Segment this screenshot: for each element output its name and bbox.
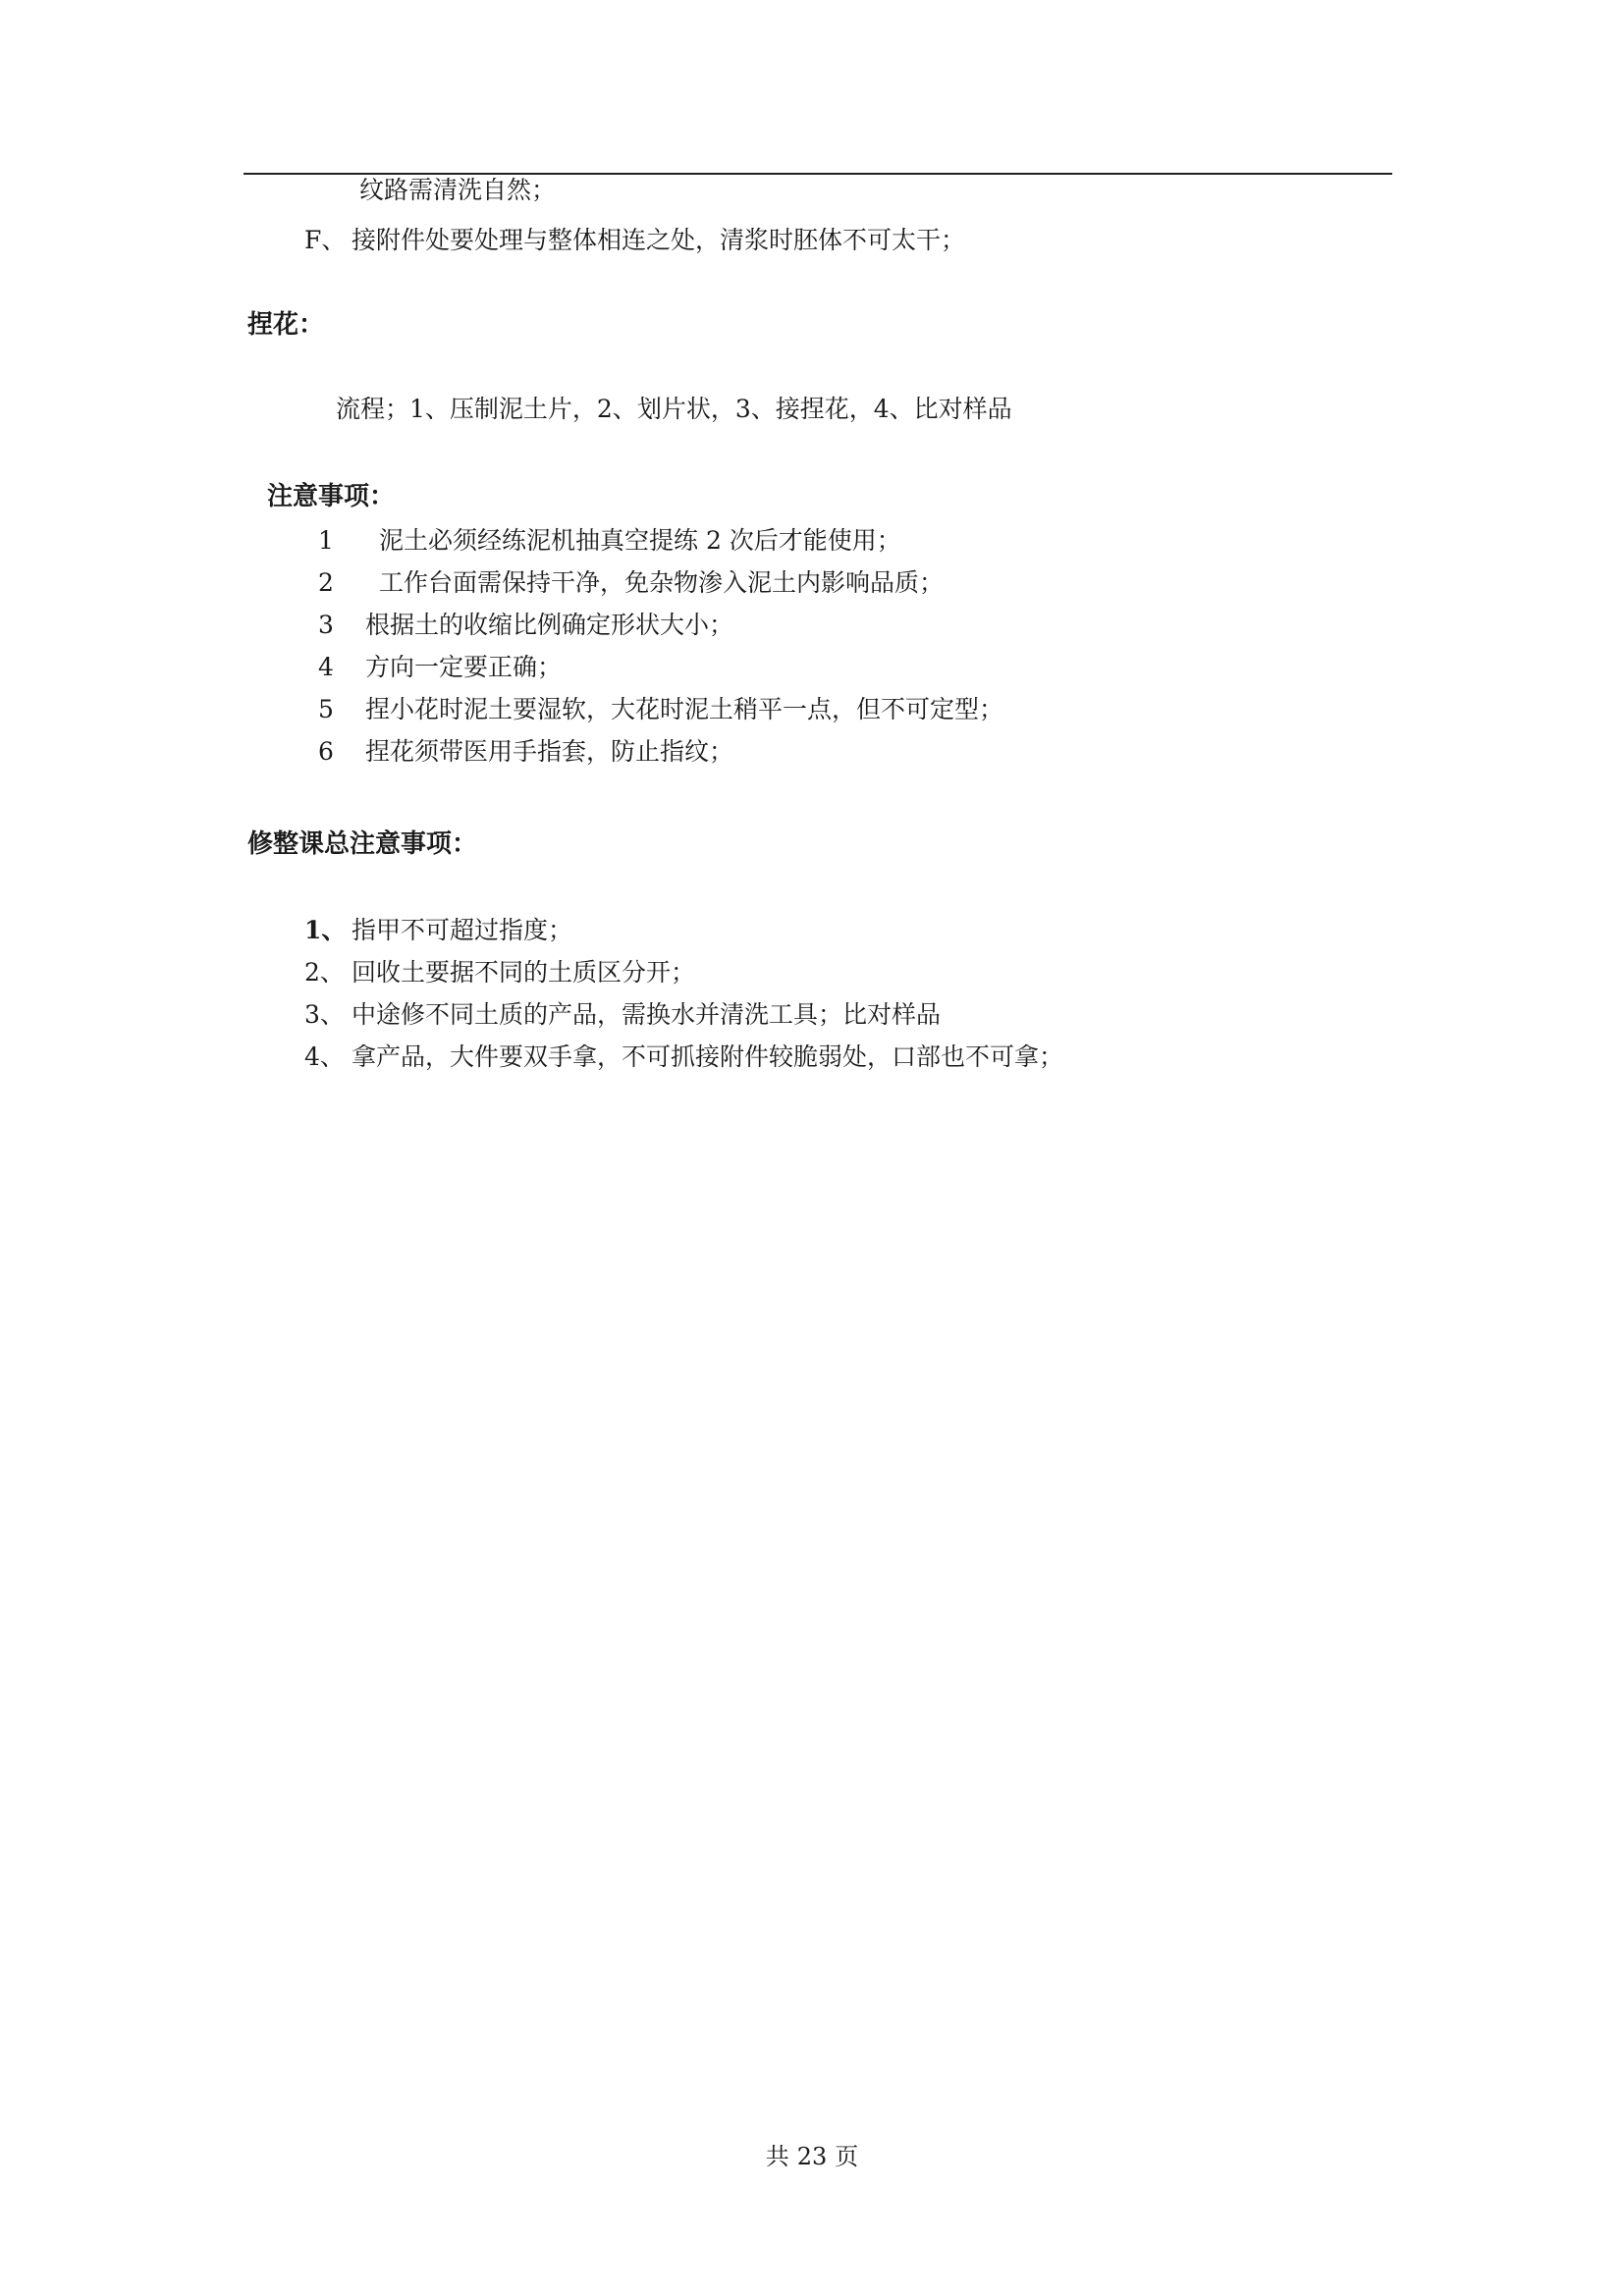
general-note-text: 中途修不同土质的产品，需换水并清洗工具；比对样品 (352, 1000, 942, 1029)
general-note-item (304, 1041, 1063, 1073)
pinching-heading: 捏花： (247, 310, 325, 340)
note-item (318, 525, 901, 557)
note-text: 泥土必须经练泥机抽真空提练 2 次后才能使用； (379, 526, 901, 555)
note-number: 6 (318, 737, 334, 766)
note-item (318, 610, 733, 641)
note-text: 捏花须带医用手指套，防止指纹； (365, 737, 734, 766)
list-item-f (304, 225, 965, 256)
pinching-process: 流程；1、压制泥土片，2、划片状，3、接捏花，4、比对样品 (336, 395, 1012, 423)
footer-prefix: 共 (765, 2143, 789, 2170)
general-note-item (304, 999, 941, 1031)
continued-text: 纹路需清洗自然； (359, 176, 557, 204)
general-note-text: 回收土要据不同的土质区分开； (352, 958, 696, 987)
general-notes-heading: 修整课总注意事项： (247, 829, 478, 859)
note-item (318, 736, 733, 768)
general-note-text: 指甲不可超过指度； (352, 916, 573, 944)
general-note-number: 1、 (304, 916, 347, 944)
note-number: 3 (318, 611, 334, 639)
item-label: F、 (304, 226, 347, 254)
page-footer (0, 2142, 1624, 2171)
page-count: 23 (796, 2143, 828, 2170)
note-item (318, 652, 562, 683)
note-item (318, 567, 944, 599)
general-note-number: 2、 (304, 958, 345, 987)
general-note-item (304, 957, 695, 988)
general-note-number: 4、 (304, 1042, 345, 1071)
note-number: 1 (318, 526, 334, 555)
note-number: 2 (318, 568, 334, 597)
general-note-number: 3、 (304, 1000, 345, 1029)
footer-suffix: 页 (835, 2143, 859, 2170)
general-note-item (304, 915, 572, 946)
note-text: 根据土的收缩比例确定形状大小； (365, 611, 734, 639)
note-number: 4 (318, 653, 334, 681)
notes-heading: 注意事项： (267, 482, 396, 511)
item-text: 接附件处要处理与整体相连之处，清浆时胚体不可太干； (352, 226, 966, 254)
note-item (318, 694, 1003, 725)
note-text: 工作台面需保持干净，免杂物渗入泥土内影响品质； (379, 568, 945, 597)
general-note-text: 拿产品，大件要双手拿，不可抓接附件较脆弱处，口部也不可拿； (352, 1042, 1064, 1071)
note-number: 5 (318, 695, 334, 723)
note-text: 方向一定要正确； (365, 653, 563, 681)
note-text: 捏小花时泥土要湿软，大花时泥土稍平一点，但不可定型； (365, 695, 1004, 723)
